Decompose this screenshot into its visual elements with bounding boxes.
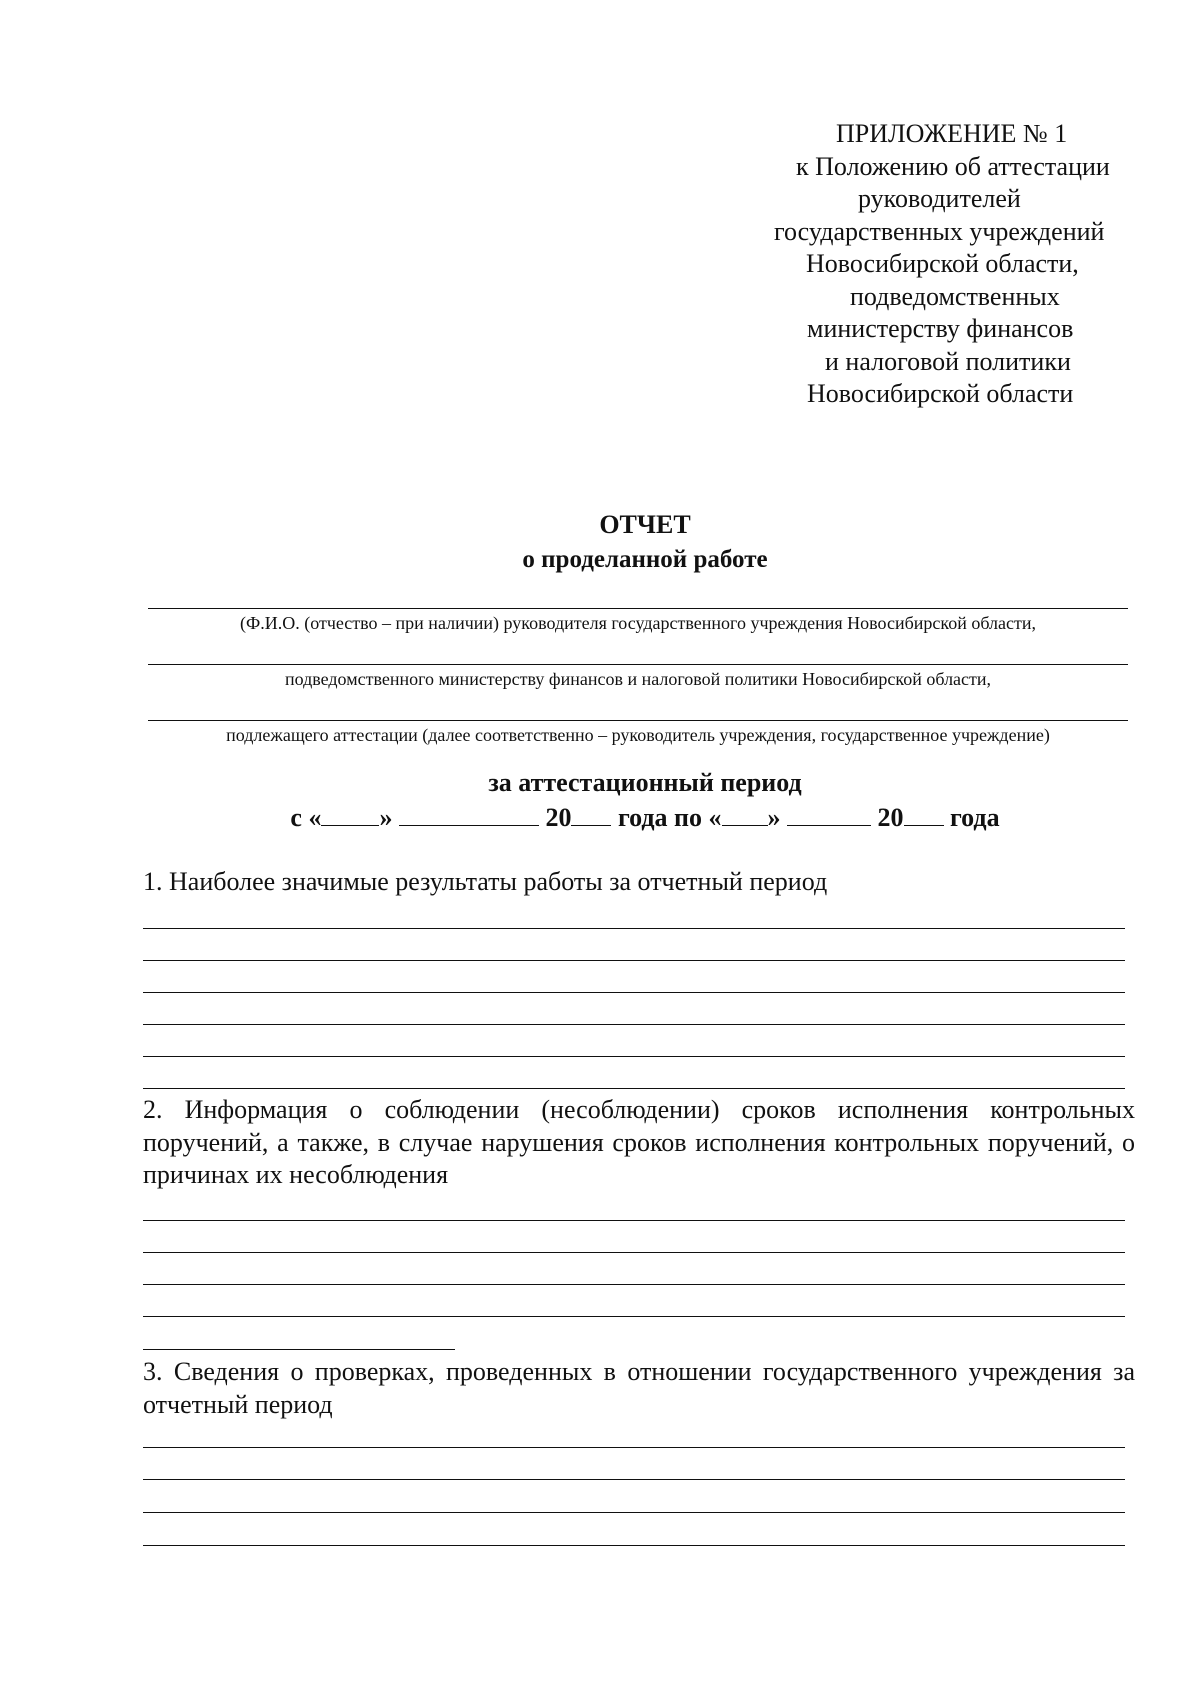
section-1-answer-line[interactable] [143,1088,1125,1089]
to-day-blank[interactable] [722,801,768,826]
name-caption-2: подведомственного министерству финансов и налоговой политики Новосибирской области, [284,669,992,689]
appendix-line: Новосибирской области [807,379,1074,408]
section-1-answer-line[interactable] [143,960,1125,961]
document-subtitle: о проделанной работе [522,546,768,573]
name-fill-line-2[interactable] [148,664,1128,665]
period-middle: года по « [617,803,722,832]
period-from-prefix: с « [290,803,322,832]
appendix-header [750,118,1150,411]
section-2-answer-line[interactable] [143,1284,1125,1285]
name-fill-line-3[interactable] [148,720,1128,721]
appendix-line: и налоговой политики [825,346,1071,376]
appendix-line: ПРИЛОЖЕНИЕ № 1 [836,119,1068,148]
section-2-answer-line[interactable] [143,1316,1125,1317]
year-prefix-2: 20 [877,803,904,832]
appendix-line: руководителей [858,184,1021,213]
section-2-heading: 2. Информация о соблюдении (несоблюдении) сроков исполнения контрольных поручений, а также, в случае нарушения сроков исполнения контрольных поручений, о причинах их несоблюдения [143,1095,1135,1189]
period-to-quote-close: » [767,803,781,832]
section-2-answer-line[interactable] [143,1220,1125,1221]
section-1-answer-line[interactable] [143,1056,1125,1057]
section-2-answer-line[interactable] [143,1252,1125,1253]
section-3-heading: 3. Сведения о проверках, проведенных в отношении государственного учреждения за отчетный период [143,1357,1135,1419]
name-fill-line-1[interactable] [148,608,1128,609]
name-caption-1: (Ф.И.О. (отчество – при наличии) руководителя государственного учреждения Новосибирской области, [239,613,1036,633]
appendix-line: подведомственных [850,281,1060,311]
to-year-blank[interactable] [904,801,944,826]
appendix-line: министерству финансов [807,314,1074,343]
appendix-line: Новосибирской области, [806,249,1079,278]
document-title: ОТЧЕТ [599,510,691,539]
period-from-quote-close: » [379,803,393,832]
from-month-blank[interactable] [399,801,539,826]
section-3-answer-line[interactable] [143,1512,1125,1513]
from-year-blank[interactable] [571,801,611,826]
period-dates [0,801,1200,833]
section-3-answer-line[interactable] [143,1447,1125,1448]
to-month-blank[interactable] [787,801,871,826]
section-1-answer-line[interactable] [143,928,1125,929]
section-2-answer-line-short[interactable] [143,1349,455,1350]
appendix-line: к Положению об аттестации [796,151,1110,181]
section-1-answer-line[interactable] [143,992,1125,993]
section-3-answer-line[interactable] [143,1545,1125,1546]
appendix-line: государственных учреждений [774,216,1105,246]
period-title: за аттестационный период [488,768,802,797]
section-3-answer-line[interactable] [143,1479,1125,1480]
from-day-blank[interactable] [321,801,379,826]
section-1-heading: 1. Наиболее значимые результаты работы за отчетный период [143,867,828,896]
year-prefix-1: 20 [545,803,572,832]
name-caption-3: подлежащего аттестации (далее соответственно – руководитель учреждения, государственное учреждение) [226,725,1050,745]
period-suffix: года [950,803,1000,832]
section-1-answer-line[interactable] [143,1024,1125,1025]
